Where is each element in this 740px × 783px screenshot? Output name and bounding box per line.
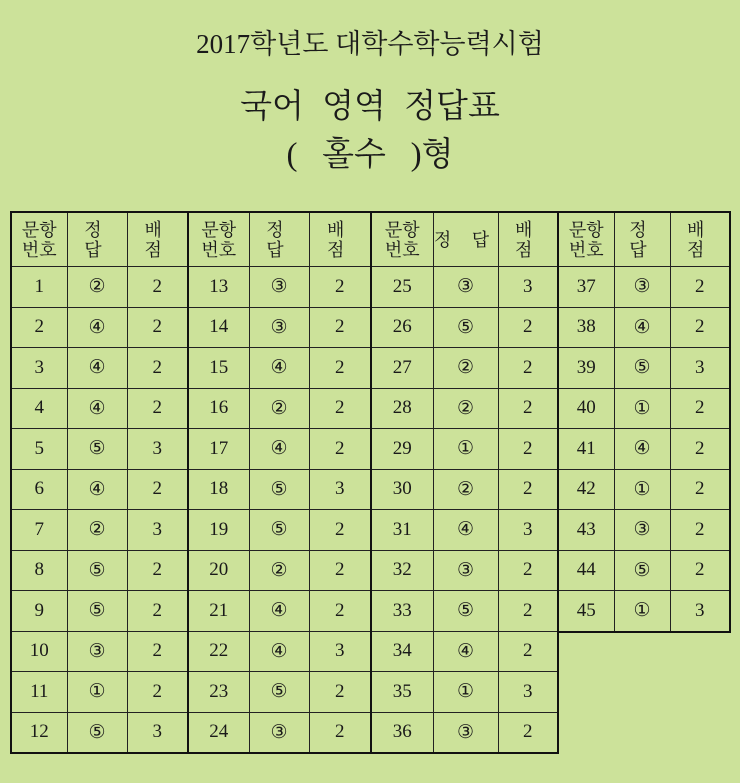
table-row: [188, 267, 371, 308]
table-row: [11, 267, 188, 308]
answer-cell: ①: [614, 469, 670, 510]
answer-cell: ③: [614, 267, 670, 308]
question-number: 18: [188, 469, 249, 510]
answer-cell: ④: [67, 307, 127, 348]
table-row: [371, 672, 558, 713]
col-header-number: [558, 212, 614, 267]
answer-cell: ③: [433, 267, 498, 308]
score-cell: 2: [670, 429, 730, 470]
score-cell: 3: [498, 267, 558, 308]
answer-cell: ⑤: [67, 429, 127, 470]
table-row: [11, 591, 188, 632]
table-row: [11, 348, 188, 389]
score-cell: 3: [127, 712, 188, 753]
answer-cell: ②: [433, 348, 498, 389]
question-number: 35: [371, 672, 433, 713]
score-cell: 2: [670, 307, 730, 348]
question-number: 36: [371, 712, 433, 753]
question-number: 27: [371, 348, 433, 389]
answer-cell: ④: [433, 631, 498, 672]
score-cell: 2: [498, 348, 558, 389]
score-cell: 2: [127, 307, 188, 348]
table-row: [188, 712, 371, 753]
question-number: 32: [371, 550, 433, 591]
table-row: [188, 510, 371, 551]
table-row: [558, 591, 730, 632]
exam-subtitle: 2017학년도 대학수학능력시험: [196, 29, 544, 59]
question-number: 39: [558, 348, 614, 389]
question-number: 3: [11, 348, 67, 389]
question-number: 2: [11, 307, 67, 348]
score-cell: 2: [127, 469, 188, 510]
answer-cell: ④: [614, 307, 670, 348]
question-number: 28: [371, 388, 433, 429]
score-cell: 3: [309, 469, 371, 510]
score-cell: 2: [498, 712, 558, 753]
answer-cell: ③: [249, 307, 309, 348]
answer-cell: ④: [67, 388, 127, 429]
table-row: [558, 388, 730, 429]
answer-cell: ②: [433, 388, 498, 429]
question-number: 8: [11, 550, 67, 591]
score-cell: 2: [309, 510, 371, 551]
answer-cell: ④: [249, 591, 309, 632]
question-number: 6: [11, 469, 67, 510]
table-row: [11, 550, 188, 591]
col-header-number: [188, 212, 249, 267]
table-row: [558, 550, 730, 591]
score-cell: 2: [309, 591, 371, 632]
col-header-score: 배 점: [670, 212, 730, 267]
col-header-number: [11, 212, 67, 267]
score-cell: 2: [498, 388, 558, 429]
score-cell: 2: [309, 429, 371, 470]
col-header-number-line1: 문항: [201, 219, 237, 240]
col-header-number: [371, 212, 433, 267]
answer-cell: ④: [67, 469, 127, 510]
question-number: 4: [11, 388, 67, 429]
col-header-answer: 정 답: [433, 212, 498, 267]
score-cell: 3: [127, 429, 188, 470]
table-row: [188, 307, 371, 348]
col-header-number-line1: 문항: [384, 219, 420, 240]
answer-cell: ④: [614, 429, 670, 470]
col-header-score: 배 점: [498, 212, 558, 267]
table-row: [371, 307, 558, 348]
score-cell: 2: [309, 267, 371, 308]
table-row: [188, 348, 371, 389]
score-cell: 2: [498, 631, 558, 672]
score-cell: 2: [127, 267, 188, 308]
table-row: [11, 672, 188, 713]
answer-cell: ①: [433, 672, 498, 713]
question-number: 14: [188, 307, 249, 348]
table-row: [558, 348, 730, 389]
answer-cell: ⑤: [249, 510, 309, 551]
answer-cell: ③: [249, 712, 309, 753]
answer-cell: ①: [433, 429, 498, 470]
table-row: [558, 267, 730, 308]
score-cell: 2: [127, 591, 188, 632]
table-row: [11, 510, 188, 551]
exam-type: ( 홀수 )형: [286, 137, 454, 173]
table-row: [11, 712, 188, 753]
score-cell: 2: [127, 550, 188, 591]
question-number: 11: [11, 672, 67, 713]
answer-cell: ⑤: [614, 348, 670, 389]
question-number: 40: [558, 388, 614, 429]
question-number: 21: [188, 591, 249, 632]
col-header-number-line2: 번호: [568, 239, 604, 260]
answer-cell: ④: [67, 348, 127, 389]
col-header-number-line1: 문항: [568, 219, 604, 240]
score-cell: 3: [670, 591, 730, 632]
table-row: [371, 550, 558, 591]
table-row: [11, 469, 188, 510]
answer-cell: ①: [614, 388, 670, 429]
table-row: [371, 510, 558, 551]
score-cell: 2: [127, 631, 188, 672]
table-row: [371, 631, 558, 672]
answer-cell: ②: [67, 267, 127, 308]
score-cell: 3: [670, 348, 730, 389]
question-number: 38: [558, 307, 614, 348]
col-header-score: 배 점: [127, 212, 188, 267]
table-row: [188, 388, 371, 429]
score-cell: 3: [309, 631, 371, 672]
answer-cell: ①: [614, 591, 670, 632]
answer-cell: ⑤: [67, 591, 127, 632]
col-header-number-line2: 번호: [201, 239, 237, 260]
answer-cell: ③: [67, 631, 127, 672]
answer-cell: ③: [433, 712, 498, 753]
col-header-number-line1: 문항: [21, 219, 57, 240]
answer-cell: ⑤: [614, 550, 670, 591]
score-cell: 2: [127, 348, 188, 389]
question-number: 17: [188, 429, 249, 470]
header-row: [11, 212, 188, 267]
question-number: 16: [188, 388, 249, 429]
answer-cell: ⑤: [67, 712, 127, 753]
question-number: 15: [188, 348, 249, 389]
answer-cell: ③: [249, 267, 309, 308]
question-number: 20: [188, 550, 249, 591]
score-cell: 3: [127, 510, 188, 551]
col-header-answer: 정 답: [67, 212, 127, 267]
question-number: 31: [371, 510, 433, 551]
score-cell: 3: [498, 672, 558, 713]
answer-cell: ⑤: [67, 550, 127, 591]
score-cell: 2: [498, 469, 558, 510]
table-row: [188, 469, 371, 510]
question-number: 19: [188, 510, 249, 551]
header-row: [188, 212, 371, 267]
table-row: [371, 591, 558, 632]
question-number: 1: [11, 267, 67, 308]
answer-cell: ④: [433, 510, 498, 551]
score-cell: 2: [498, 307, 558, 348]
answer-cell: ④: [249, 631, 309, 672]
answer-cell: ③: [433, 550, 498, 591]
score-cell: 2: [498, 550, 558, 591]
answer-cell: ⑤: [433, 307, 498, 348]
answer-block-1: [10, 211, 189, 754]
question-number: 30: [371, 469, 433, 510]
table-row: [188, 631, 371, 672]
score-cell: 2: [309, 388, 371, 429]
score-cell: 2: [309, 550, 371, 591]
question-number: 41: [558, 429, 614, 470]
table-row: [371, 267, 558, 308]
table-row: [188, 591, 371, 632]
table-row: [11, 429, 188, 470]
score-cell: 2: [127, 672, 188, 713]
col-header-score: 배 점: [309, 212, 371, 267]
header-row: [558, 212, 730, 267]
table-row: [188, 672, 371, 713]
answer-cell: ②: [249, 388, 309, 429]
question-number: 10: [11, 631, 67, 672]
question-number: 24: [188, 712, 249, 753]
score-cell: 2: [670, 550, 730, 591]
col-header-answer: 정 답: [249, 212, 309, 267]
answer-cell: ⑤: [249, 469, 309, 510]
score-cell: 2: [498, 429, 558, 470]
score-cell: 2: [498, 591, 558, 632]
answer-cell: ②: [67, 510, 127, 551]
answer-cell: ④: [249, 429, 309, 470]
question-number: 23: [188, 672, 249, 713]
question-number: 5: [11, 429, 67, 470]
question-number: 22: [188, 631, 249, 672]
score-cell: 2: [670, 510, 730, 551]
answer-cell: ②: [249, 550, 309, 591]
question-number: 45: [558, 591, 614, 632]
answer-cell: ②: [433, 469, 498, 510]
table-row: [371, 429, 558, 470]
question-number: 12: [11, 712, 67, 753]
score-cell: 3: [498, 510, 558, 551]
table-row: [371, 469, 558, 510]
question-number: 43: [558, 510, 614, 551]
score-cell: 2: [309, 348, 371, 389]
score-cell: 2: [670, 267, 730, 308]
table-row: [371, 712, 558, 753]
table-row: [371, 388, 558, 429]
answer-block-4: [557, 211, 731, 633]
table-row: [11, 388, 188, 429]
score-cell: 2: [670, 388, 730, 429]
score-cell: 2: [309, 712, 371, 753]
col-header-number-line2: 번호: [384, 239, 420, 260]
question-number: 34: [371, 631, 433, 672]
question-number: 29: [371, 429, 433, 470]
table-row: [558, 429, 730, 470]
answer-cell: ④: [249, 348, 309, 389]
question-number: 44: [558, 550, 614, 591]
question-number: 13: [188, 267, 249, 308]
score-cell: 2: [127, 388, 188, 429]
question-number: 37: [558, 267, 614, 308]
question-number: 42: [558, 469, 614, 510]
table-row: [558, 510, 730, 551]
question-number: 25: [371, 267, 433, 308]
score-cell: 2: [670, 469, 730, 510]
question-number: 33: [371, 591, 433, 632]
question-number: 9: [11, 591, 67, 632]
table-row: [371, 348, 558, 389]
table-row: [558, 469, 730, 510]
question-number: 26: [371, 307, 433, 348]
question-number: 7: [11, 510, 67, 551]
answer-block-3: [370, 211, 559, 754]
answer-cell: ⑤: [249, 672, 309, 713]
answer-cell: ③: [614, 510, 670, 551]
table-row: [188, 429, 371, 470]
col-header-number-line2: 번호: [21, 239, 57, 260]
table-row: [11, 307, 188, 348]
table-row: [558, 307, 730, 348]
page-title: 국어 영역 정답표: [240, 89, 500, 125]
header-row: [371, 212, 558, 267]
table-row: [188, 550, 371, 591]
score-cell: 2: [309, 307, 371, 348]
answer-cell: ①: [67, 672, 127, 713]
answer-cell: ⑤: [433, 591, 498, 632]
answer-block-2: [187, 211, 372, 754]
col-header-answer: 정 답: [614, 212, 670, 267]
score-cell: 2: [309, 672, 371, 713]
table-row: [11, 631, 188, 672]
